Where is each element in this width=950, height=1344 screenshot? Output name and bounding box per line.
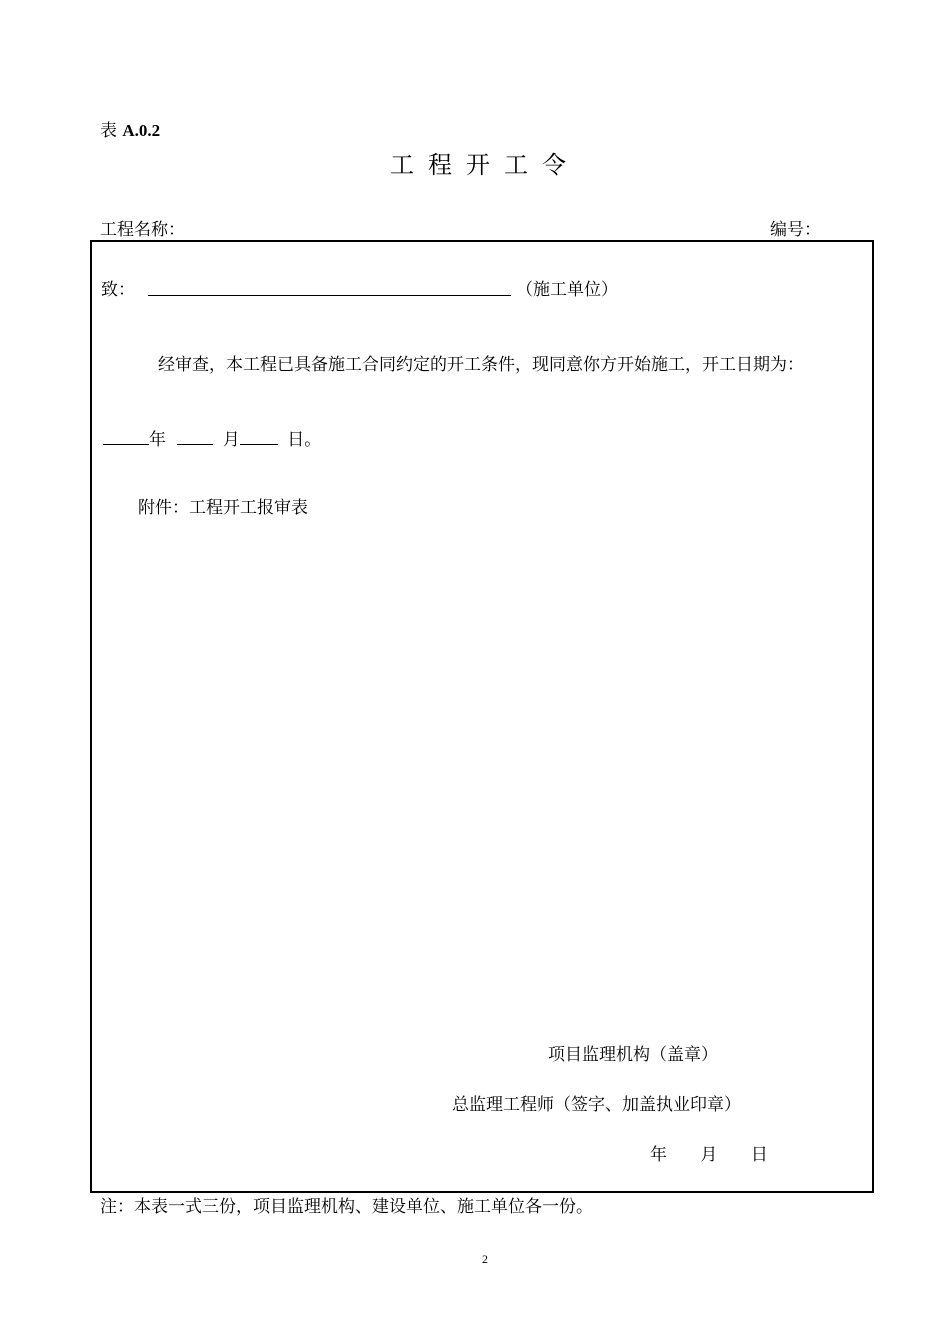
table-prefix: 表 — [100, 121, 117, 141]
chief-engineer-signature-label: 总监理工程师（签字、加盖执业印章） — [452, 1095, 741, 1115]
sign-month-label: 月 — [700, 1145, 718, 1165]
sign-year-label: 年 — [650, 1145, 667, 1165]
month-blank[interactable] — [177, 427, 213, 445]
start-date-row — [103, 425, 321, 450]
signature-date-row — [650, 1140, 768, 1165]
day-label: 日。 — [287, 430, 322, 450]
month-label: 月 — [222, 430, 240, 450]
approval-body-text: 经审查，本工程已具备施工合同约定的开工条件，现同意你方开始施工，开工日期为： — [158, 355, 804, 375]
day-blank[interactable] — [240, 427, 278, 445]
recipient-label: 致： — [101, 280, 135, 300]
footer-note: 注：本表一式三份，项目监理机构、建设单位、施工单位各一份。 — [100, 1197, 593, 1217]
page-number: 2 — [482, 1252, 488, 1266]
table-code — [100, 116, 160, 141]
recipient-suffix: （施工单位） — [516, 280, 618, 300]
sign-day-label: 日 — [750, 1145, 768, 1165]
year-label: 年 — [149, 430, 166, 450]
project-name-label: 工程名称： — [100, 220, 185, 240]
table-code-value: A.0.2 — [122, 121, 161, 140]
year-blank[interactable] — [103, 427, 149, 445]
recipient-field-line[interactable] — [148, 295, 511, 296]
serial-number-label: 编号： — [770, 220, 821, 240]
supervision-org-seal-label: 项目监理机构（盖章） — [548, 1045, 718, 1065]
attachment-text: 附件：工程开工报审表 — [138, 498, 308, 518]
form-frame — [90, 240, 874, 1193]
page-title: 工程开工令 — [390, 151, 580, 179]
